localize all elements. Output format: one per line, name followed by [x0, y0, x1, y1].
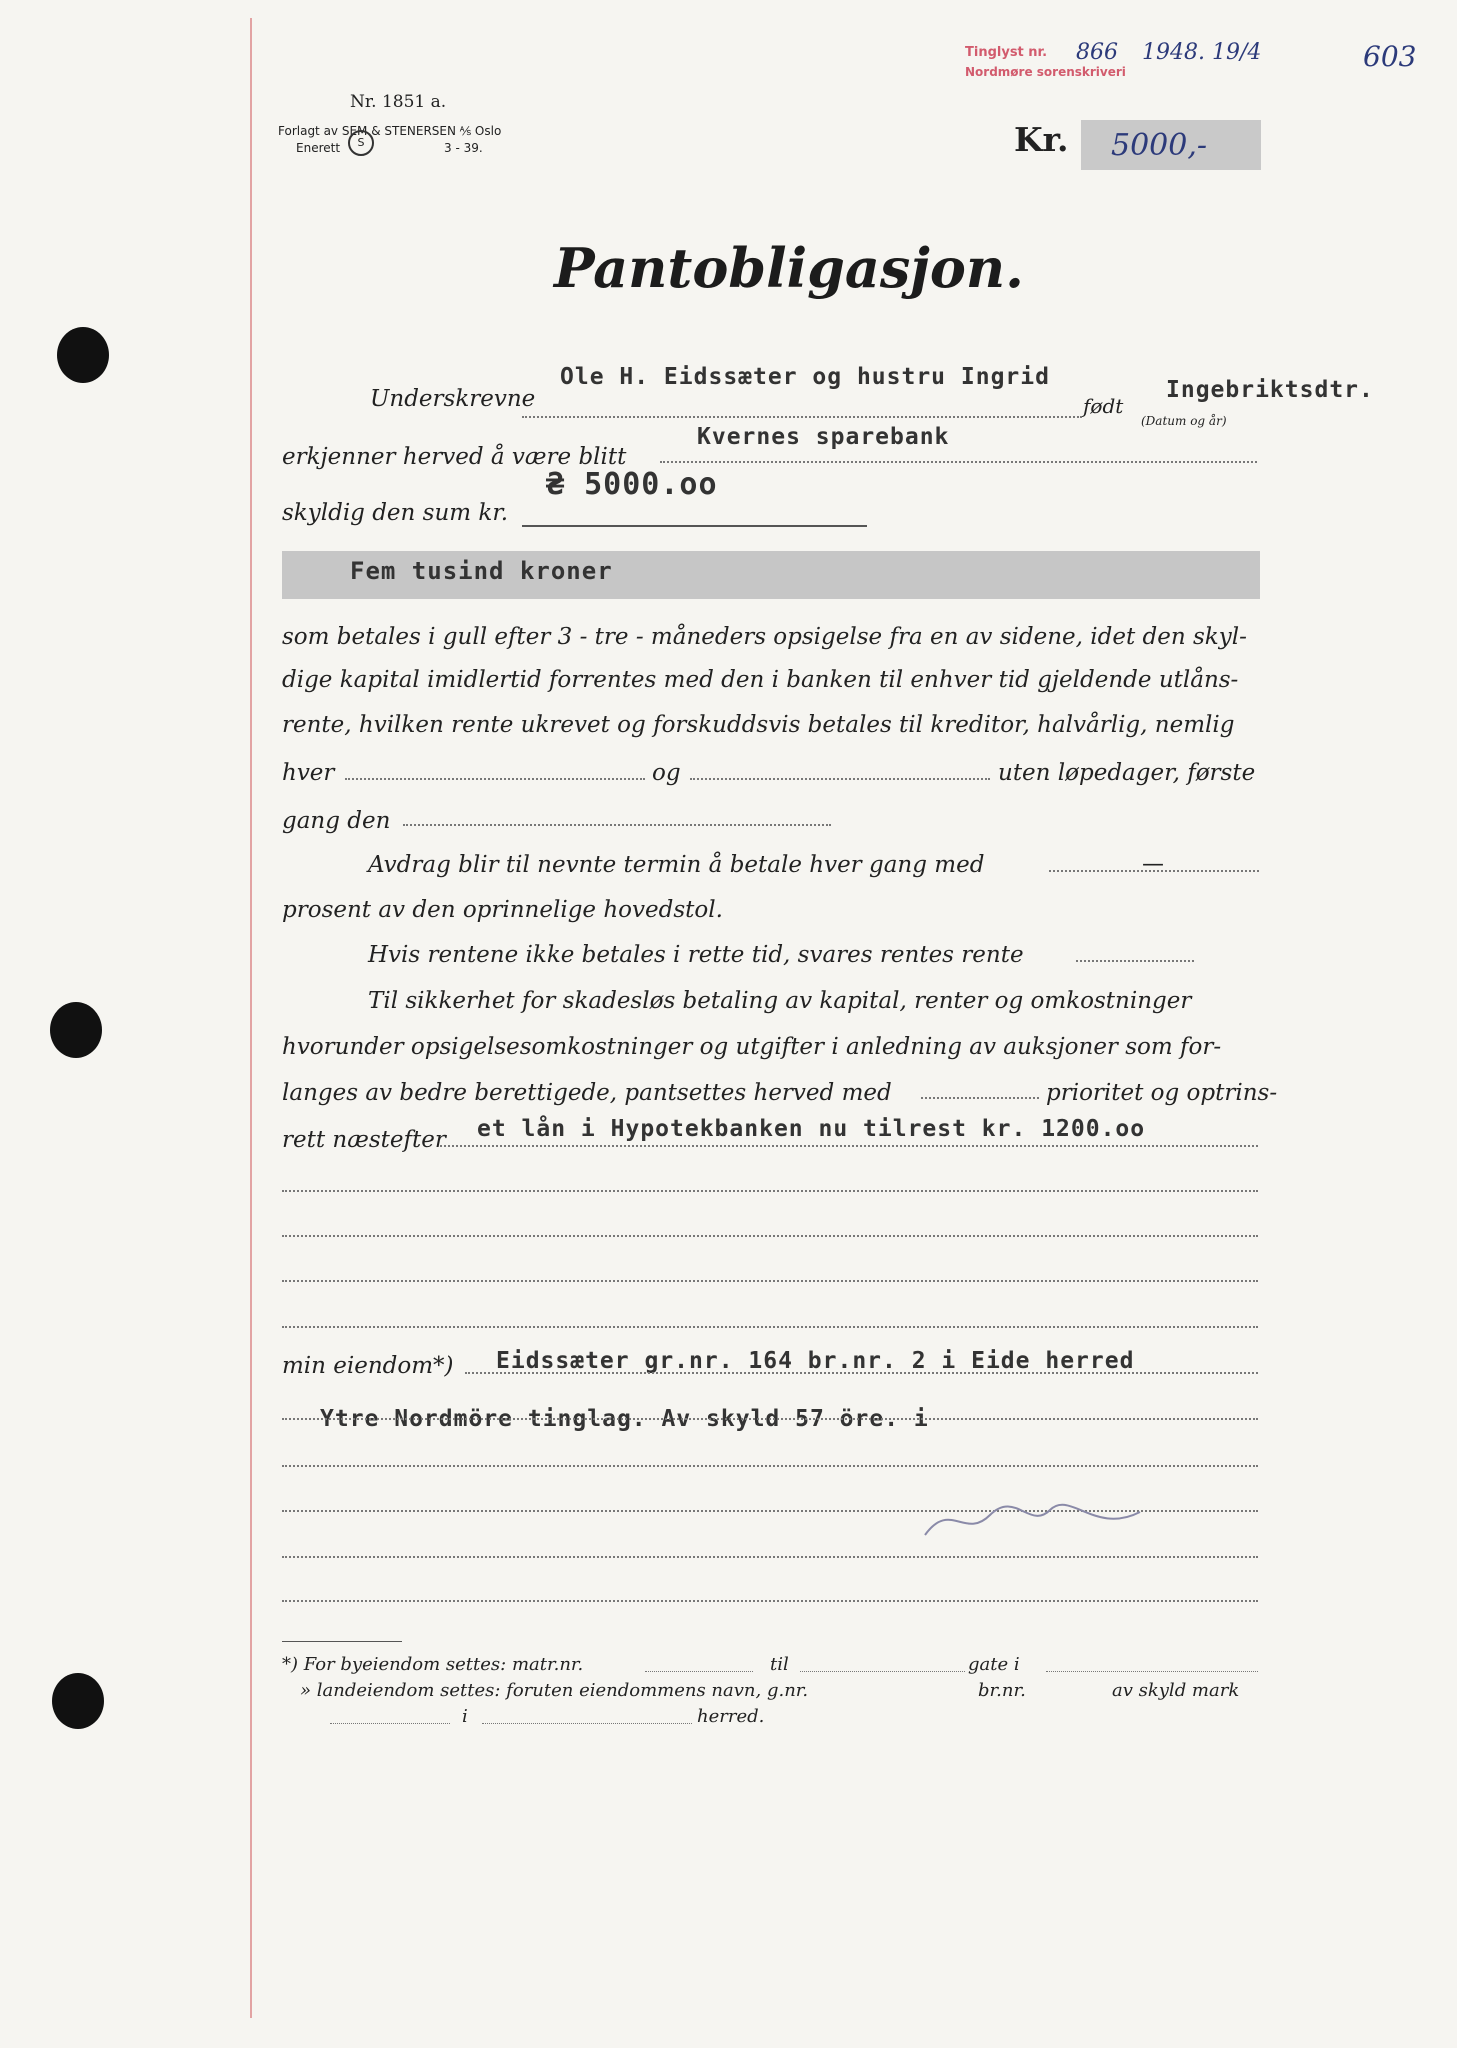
prioritet-line: [921, 1097, 1039, 1099]
creditor-label: erkjenner herved å være blitt: [282, 444, 627, 470]
naestefter-line: [440, 1145, 1258, 1147]
footnote-line2: » landeiendom settes: foruten eiendommens navn, g.nr.: [300, 1680, 809, 1701]
avdrag-dash: —: [1142, 852, 1164, 877]
blank-line: [282, 1465, 1258, 1467]
property-label: min eiendom*): [282, 1353, 454, 1379]
paragraph-line: dige kapital imidlertid forrentes med den i banken til enhver tid gjeldende utlåns-: [282, 667, 1239, 693]
interest-date-line-1: [345, 778, 645, 780]
blank-line: [282, 1600, 1258, 1602]
footnote-dots: [1046, 1671, 1258, 1672]
footnote-herred: herred.: [697, 1706, 765, 1727]
publisher-enerett: Enerett: [296, 141, 341, 155]
kr-amount: 5000,-: [1111, 128, 1208, 163]
avdrag-line1: Avdrag blir til nevnte termin å betale hver gang med: [368, 852, 985, 878]
rente-line: Hvis rentene ikke betales i rette tid, svares rentes rente: [368, 942, 1024, 968]
paragraph-line: som betales i gull efter 3 - tre - måneders opsigelse fra en av sidene, idet den skyl-: [282, 624, 1247, 650]
prioritet-prefix: langes av bedre berettigede, pantsettes herved med: [282, 1080, 892, 1106]
publisher-date: 3 - 39.: [444, 141, 483, 155]
footnote-dots: [645, 1671, 753, 1672]
paragraph-line: rente, hvilken rente ukrevet og forskuddsvis betales til kreditor, halvårlig, nemlig: [282, 712, 1235, 738]
sum-value: ₴ 5000.oo: [546, 467, 718, 502]
footnote-dots: [800, 1671, 965, 1672]
sum-words: Fem tusind kroner: [350, 557, 613, 585]
avdrag-line2: prosent av den oprinnelige hovedstol.: [282, 897, 723, 923]
property-line2: Ytre Nordmöre tinglag. Av skyld 57 öre. i: [320, 1406, 929, 1432]
property-line: [465, 1372, 1258, 1374]
sum-line: [522, 525, 867, 527]
footnote-i: i: [462, 1706, 468, 1727]
blank-line: [282, 1326, 1258, 1328]
creditor-value: Kvernes sparebank: [697, 424, 950, 450]
publisher-line: Forlagt av SEM & STENERSEN ⅍ Oslo: [278, 124, 502, 138]
page-number: 603: [1363, 40, 1417, 73]
creditor-line: [660, 461, 1257, 463]
stamp-line2: Nordmøre sorenskriveri: [965, 65, 1126, 79]
interest-hver: hver: [282, 760, 335, 786]
security-line: hvorunder opsigelsesomkostninger og utgifter i anledning av auksjoner som for-: [282, 1034, 1222, 1060]
debtor-label: Underskrevne: [370, 386, 536, 412]
debtor-born-label: født: [1083, 394, 1124, 418]
interest-og: og: [652, 760, 681, 786]
kr-label: Kr.: [1014, 120, 1069, 159]
footnote-line1-prefix: *) For byeiendom settes: matr.nr.: [282, 1654, 584, 1675]
interest-date-line-2: [690, 778, 990, 780]
footnote-gate: gate i: [968, 1654, 1020, 1675]
margin-line: [250, 18, 252, 2018]
sum-label: skyldig den sum kr.: [282, 500, 509, 526]
stamp-line1: Tinglyst nr.: [965, 45, 1048, 60]
signature-mark: [920, 1490, 1150, 1550]
footnote-separator: [282, 1641, 402, 1642]
form-number: Nr. 1851 a.: [350, 92, 447, 112]
rente-dotted: [1076, 960, 1194, 962]
interest-uten: uten løpedager, første: [998, 760, 1256, 786]
naestefter-label: rett næstefter: [282, 1127, 446, 1153]
footnote-brnr: br.nr.: [978, 1680, 1026, 1701]
prioritet-suffix: prioritet og optrins-: [1046, 1080, 1278, 1106]
stamp-date: 1948. 19/4: [1142, 40, 1262, 65]
punch-hole: [50, 1002, 102, 1058]
punch-hole: [52, 1673, 104, 1729]
naestefter-value: et lån i Hypotekbanken nu tilrest kr. 1200.oo: [477, 1116, 1146, 1142]
property-line1: Eidssæter gr.nr. 164 br.nr. 2 i Eide herred: [496, 1348, 1135, 1374]
stamp-number: 866: [1076, 40, 1118, 65]
blank-line: [282, 1190, 1258, 1192]
debtor-line: [522, 416, 1082, 418]
interest-gang: gang den: [282, 808, 391, 834]
document-title: Pantobligasjon.: [554, 236, 1024, 300]
blank-line: [282, 1418, 1258, 1420]
first-date-line: [403, 824, 831, 826]
sum-value-text: 5000.oo: [584, 467, 718, 502]
publisher-logo: S: [348, 130, 374, 156]
blank-line: [282, 1280, 1258, 1282]
date-note: (Datum og år): [1141, 414, 1227, 428]
debtor-born-value: Ingebriktsdtr.: [1166, 377, 1374, 403]
blank-line: [282, 1556, 1258, 1558]
footnote-skyld: av skyld mark: [1112, 1680, 1240, 1701]
footnote-dots: [330, 1723, 450, 1724]
footnote-dots: [482, 1723, 692, 1724]
punch-hole: [57, 327, 109, 383]
footnote-til: til: [770, 1654, 789, 1675]
security-line: Til sikkerhet for skadesløs betaling av kapital, renter og omkostninger: [368, 988, 1192, 1014]
debtor-value: Ole H. Eidssæter og hustru Ingrid: [560, 364, 1050, 390]
blank-line: [282, 1235, 1258, 1237]
